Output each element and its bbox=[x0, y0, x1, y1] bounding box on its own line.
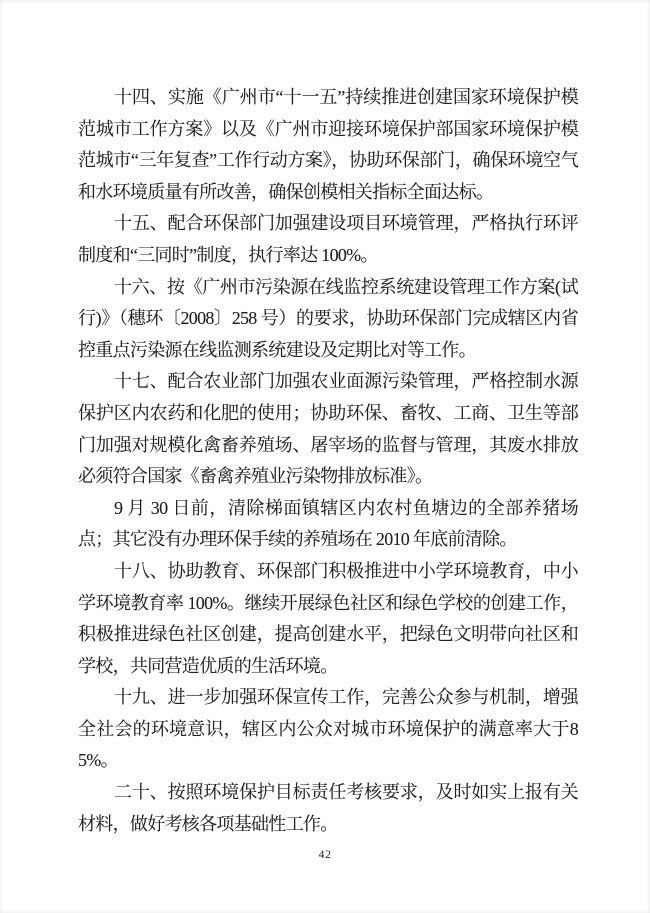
page-number: 42 bbox=[318, 847, 332, 861]
paragraph-deadline-note: 9 月 30 日前，清除梯面镇辖区内农村鱼塘边的全部养猪场点；其它没有办理环保手续的养殖场在 2010 年底前清除。 bbox=[78, 497, 578, 550]
paragraph-item-20: 二十、按照环境保护目标责任考核要求，及时如实上报有关材料，做好考核各项基础性工作。 bbox=[78, 782, 578, 834]
paragraph-item-18: 十八、协助教育、环保部门积极推进中小学环境教育，中小学环境教育率 100%。继续开展绿色社区和绿色学校的创建工作，积极推进绿色社区创建，提高创建水平，把绿色文明带向社区和学校，共同营造优质的生活环境。 bbox=[78, 560, 578, 676]
paragraph-item-14: 十四、实施《广州市“十一五”持续推进创建国家环境保护模范城市工作方案》以及《广州市迎接环境保护部国家环境保护模范城市“三年复查”工作行动方案》，协助环保部门，确保环境空气和水环境质量有所改善，确保创模相关指标全面达标。 bbox=[78, 87, 578, 202]
paragraph-item-19: 十九、进一步加强环保宣传工作，完善公众参与机制，增强全社会的环境意识，辖区内公众对城市环境保护的满意率大于85%。 bbox=[78, 687, 578, 771]
paragraph-item-16: 十六、按《广州市污染源在线监控系统建设管理工作方案(试行)》（穗环〔2008〕258 号）的要求，协助环保部门完成辖区内省控重点污染源在线监测系统建设及定期比对等工作。 bbox=[78, 276, 578, 360]
paragraph-item-17: 十七、配合农业部门加强农业面源污染管理，严格控制水源保护区内农药和化肥的使用；协助环保、畜牧、工商、卫生等部门加强对规模化禽畜养殖场、屠宰场的监督与管理，其废水排放必须符合国家《畜禽养殖业污染物排放标准》。 bbox=[78, 371, 578, 487]
paragraph-item-15: 十五、配合环保部门加强建设项目环境管理，严格执行环评制度和“三同时”制度，执行率达 100%。 bbox=[78, 213, 578, 265]
document-body bbox=[78, 82, 578, 840]
